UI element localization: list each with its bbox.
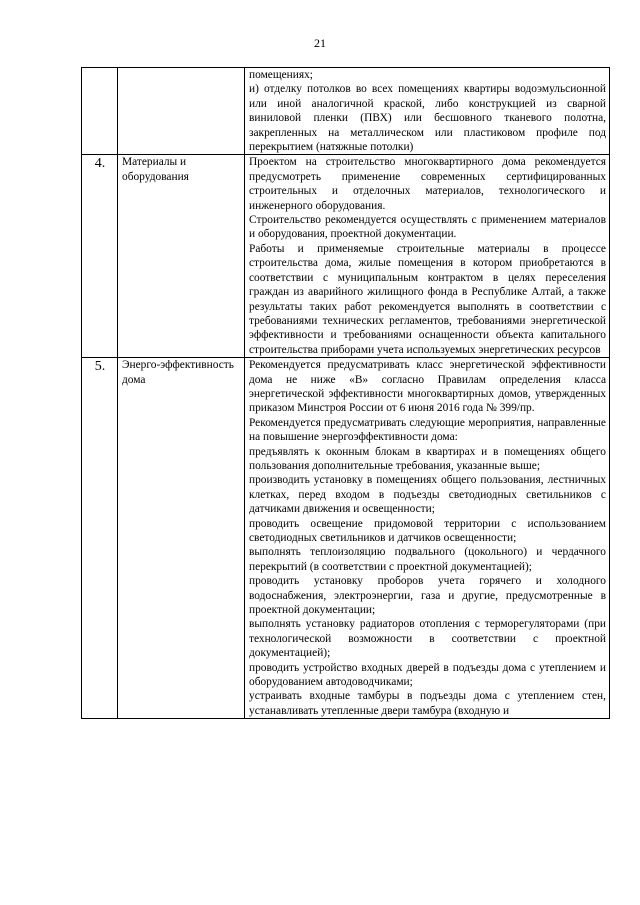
page-number: 21 — [314, 36, 326, 50]
row-description — [245, 155, 610, 358]
description-paragraph: Проектом на строительство многоквартирного дома рекомендуется предусмотреть применение современных сертифицированных строительных и отделочных материалов, технологического и инженерного оборудования. — [249, 156, 606, 212]
description-paragraph: проводить освещение придомовой территории с использованием светодиодных светильников и датчиков освещенности; — [249, 517, 606, 544]
row-number: 4. — [82, 155, 118, 358]
description-paragraph: Рекомендуется предусматривать следующие мероприятия, направленные на повышение энергоэффективности дома: — [249, 416, 606, 444]
table-row — [82, 358, 610, 719]
row-number: 5. — [82, 358, 118, 719]
description-paragraph: Рекомендуется предусматривать класс энергетической эффективности дома не ниже «В» согласно Правилам определения класса энергетической эффективности многоквартирных домов, утвержденных приказом Минстроя России от 6 июня 2016 года № 399/пр. — [249, 359, 606, 415]
table-row — [82, 68, 610, 155]
description-paragraph: выполнять теплоизоляцию подвального (цокольного) и чердачного перекрытий (в соответствии с проектной документацией); — [249, 546, 606, 573]
row-description — [245, 358, 610, 719]
description-paragraph: производить установку в помещениях общего пользования, лестничных клетках, перед входом в подъезды светодиодных светильников с датчиками движения и освещенности; — [249, 474, 606, 516]
row-name: Материалы и оборудования — [118, 155, 245, 358]
description-paragraph: предъявлять к оконным блокам в квартирах и в помещениях общего пользования дополнительные требования, указанные выше; — [249, 445, 606, 472]
row-description — [245, 68, 610, 155]
row-name — [118, 68, 245, 155]
description-paragraph: выполнять установку радиаторов отопления с терморегуляторами (при технологической возможности в соответствии с проектной документацией); — [249, 618, 606, 660]
requirements-table — [81, 67, 610, 719]
row-name: Энерго-эффективность дома — [118, 358, 245, 719]
description-paragraph: помещениях; — [249, 69, 313, 81]
description-paragraph: Строительство рекомендуется осуществлять с применением материалов и оборудования, проектной документации. — [249, 214, 606, 241]
description-paragraph: устраивать входные тамбуры в подъезды дома с утеплением стен, устанавливать утепленные двери тамбура (входную и — [249, 690, 606, 717]
row-number — [82, 68, 118, 155]
description-paragraph: проводить установку проборов учета горячего и холодного водоснабжения, электроэнергии, газа и другие, предусмотренные в проектной документации; — [249, 575, 606, 617]
table-row — [82, 155, 610, 358]
description-paragraph: проводить устройство входных дверей в подъезды дома с утеплением и оборудованием автодоводчиками; — [249, 661, 606, 689]
description-paragraph: Работы и применяемые строительные материалы в процессе строительства дома, жилые помещения в котором приобретаются в соответствии с муниципальным контрактом в целях переселения граждан из аварийного жилищного фонда в Республике Алтай, а также результаты таких работ рекомендуется выполнять в соответствии с требованиями технических регламентов, требованиями энергетической эффективности и требованиями оснащенности объекта капитального строительства приборами учета используемых энергетических ресурсов — [249, 242, 606, 356]
description-paragraph: и) отделку потолков во всех помещениях квартиры водоэмульсионной или иной аналогичной краской, либо конструкцией из сварной виниловой пленки (ПВХ) или бесшовного тканевого полотна, закрепленных на металлическом или пластиковом профиле под перекрытием (натяжные потолки) — [249, 83, 606, 154]
